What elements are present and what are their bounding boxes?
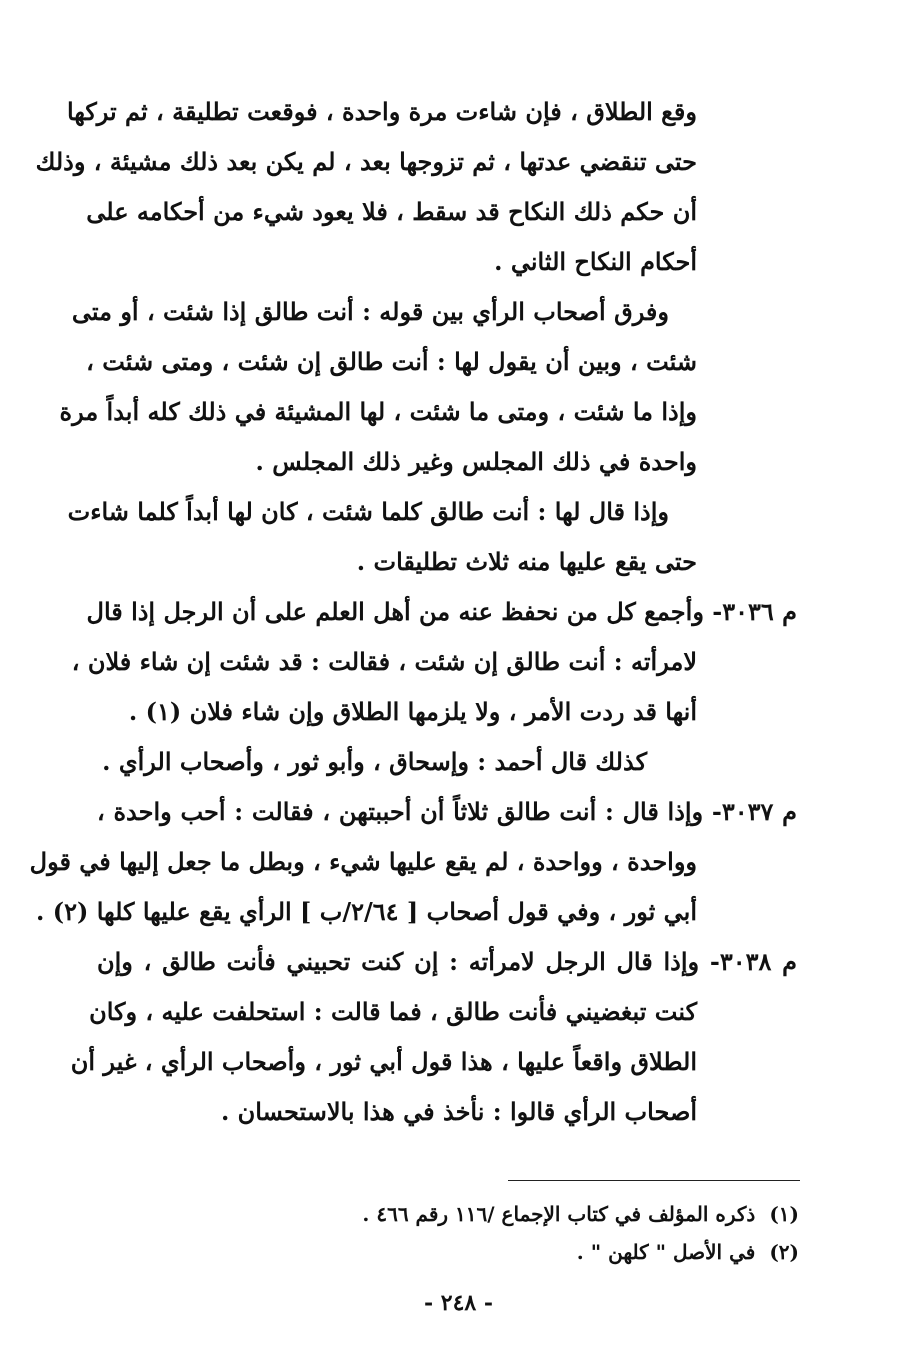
text-line: شئت ، وبين أن يقول لها : أنت طالق إن شئت ، ومتى شئت ، <box>86 347 697 376</box>
footnote-mark: (١) <box>769 1202 799 1226</box>
text-line: حتى يقع عليها منه ثلاث تطليقات . <box>356 547 697 576</box>
footnote-separator <box>508 1180 800 1181</box>
text-line: لامرأته : أنت طالق إن شئت ، فقالت : قد شئت إن شاء فلان ، <box>71 647 697 676</box>
text-line: وإذا ما شئت ، ومتى ما شئت ، لها المشيئة في ذلك كله أبداً مرة <box>59 397 697 426</box>
footnote-text: في الأصل " كلهن " . <box>576 1240 756 1264</box>
page-number: - ٢٤٨ - <box>423 1290 494 1316</box>
text-line: أحكام النكاح الثاني . <box>494 247 697 276</box>
footnote <box>299 1200 799 1228</box>
text-line: وقع الطلاق ، فإن شاءت مرة واحدة ، فوقعت تطليقة ، ثم تركها <box>66 97 697 126</box>
text-line: وفرق أصحاب الرأي بين قوله : أنت طالق إذا شئت ، أو متى <box>71 297 669 326</box>
footnote <box>299 1238 799 1266</box>
numbered-paragraph-start: م ٣٠٣٦- وأجمع كل من نحفظ عنه من أهل العلم على أن الرجل إذا قال <box>86 597 797 626</box>
text-line: الطلاق واقعاً عليها ، هذا قول أبي ثور ، وأصحاب الرأي ، غير أن <box>70 1047 697 1076</box>
text-line: وواحدة ، وواحدة ، لم يقع عليها شيء ، وبطل ما جعل إليها في قول <box>29 847 697 876</box>
text-line: كنت تبغضيني فأنت طالق ، فما قالت : استحلفت عليه ، وكان <box>89 997 697 1026</box>
text-line: واحدة في ذلك المجلس وغير ذلك المجلس . <box>255 447 697 476</box>
numbered-paragraph-start: م ٣٠٣٧- وإذا قال : أنت طالق ثلاثاً أن أحببتهن ، فقالت : أحب واحدة ، <box>97 797 797 826</box>
text-line: حتى تنقضي عدتها ، ثم تزوجها بعد ، لم يكن بعد ذلك مشيئة ، وذلك <box>35 147 697 176</box>
footnote-text: ذكره المؤلف في كتاب الإجماع /١١٦ رقم ٤٦٦ . <box>362 1202 756 1226</box>
text-line: وإذا قال لها : أنت طالق كلما شئت ، كان لها أبداً كلما شاءت <box>67 497 669 526</box>
footnote-mark: (٢) <box>769 1240 799 1264</box>
text-line: أصحاب الرأي قالوا : نأخذ في هذا بالاستحسان . <box>220 1097 697 1126</box>
numbered-paragraph-start: م ٣٠٣٨- وإذا قال الرجل لامرأته : إن كنت تحبيني فأنت طالق ، وإن <box>97 947 797 976</box>
text-line: كذلك قال أحمد : وإسحاق ، وأبو ثور ، وأصحاب الرأي . <box>102 747 647 776</box>
text-line: أن حكم ذلك النكاح قد سقط ، فلا يعود شيء من أحكامه على <box>86 197 697 226</box>
text-line: أبي ثور ، وفي قول أصحاب [ ٢/٦٤/ب ] الرأي يقع عليها كلها (٢) . <box>36 897 697 926</box>
text-line: أنها قد ردت الأمر ، ولا يلزمها الطلاق وإن شاء فلان (١) . <box>128 697 697 726</box>
